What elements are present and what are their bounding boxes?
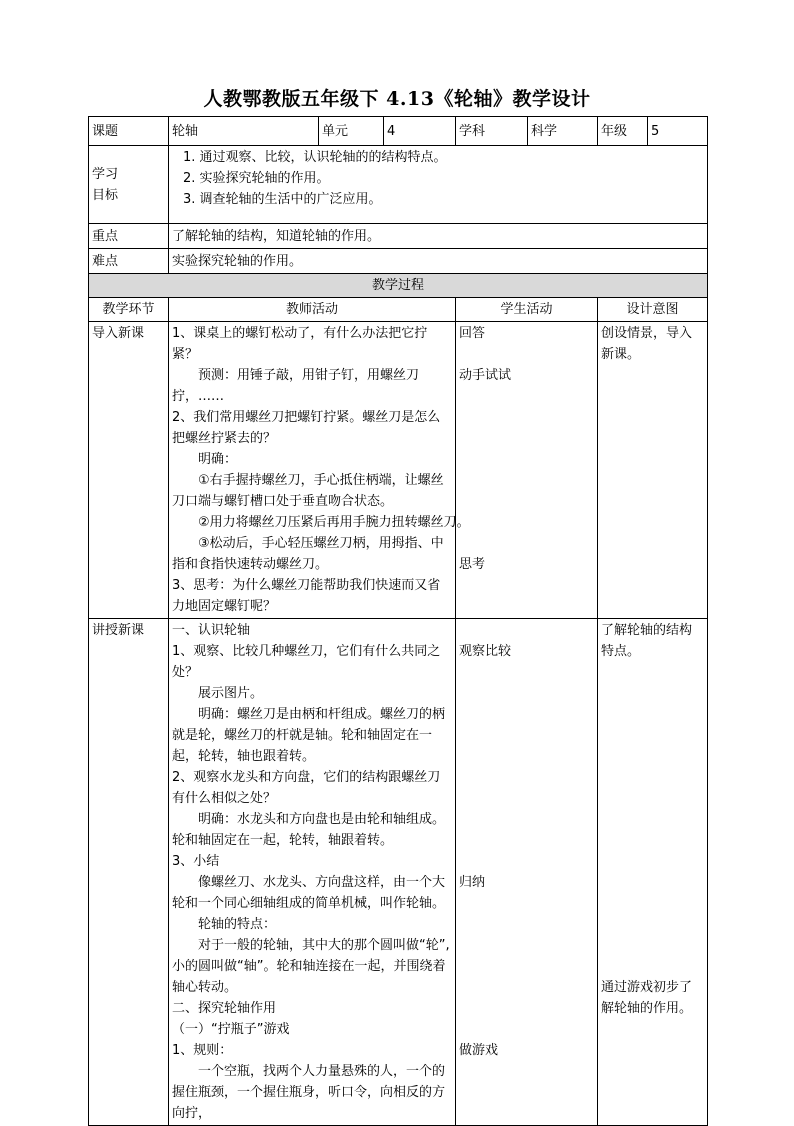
goal-item: 1. 通过观察、比较，认识轮轴的的结构特点。 xyxy=(183,150,447,165)
teacher-line: 像螺丝刀、水龙头、方向盘这样，由一个大轮和一个同心细轴组成的简单机械，叫作轮轴。 xyxy=(172,875,446,911)
section-intro-row xyxy=(89,322,708,619)
teacher-line: 预测：用锤子敲，用钳子钉，用螺丝刀拧，…… xyxy=(172,368,420,404)
page-title: 人教鄂教版五年级下 4.13《轮轴》教学设计 xyxy=(203,88,591,110)
key-point-row xyxy=(89,224,708,249)
teacher-line: 明确：螺丝刀是由柄和杆组成。螺丝刀的柄就是轮，螺丝刀的杆就是轴。轮和轴固定在一起，轮转，轴也跟着转。 xyxy=(172,707,446,764)
goals-label-line2: 目标 xyxy=(92,187,119,203)
teacher-line: 对于一般的轮轴，其中大的那个圆叫做“轮”,小的圆叫做“轴”。轮和轴连接在一起，并围绕着轴心转动。 xyxy=(172,938,450,995)
goals-list xyxy=(169,146,708,224)
teacher-line: 3、小结 xyxy=(172,854,220,869)
teacher-line: 轮轴的特点： xyxy=(198,917,277,932)
student-activity-new xyxy=(456,619,598,1126)
goals-row xyxy=(89,146,708,224)
column-header-row xyxy=(89,298,708,322)
intent-new xyxy=(598,619,708,1126)
process-header: 教学过程 xyxy=(89,274,708,298)
grade-label: 年级 xyxy=(598,117,648,146)
student-line: 回答 xyxy=(459,326,486,341)
col-teacher: 教师活动 xyxy=(169,298,456,322)
teacher-activity-new xyxy=(169,619,456,1126)
goal-item: 3. 调查轮轴的生活中的广泛应用。 xyxy=(183,192,382,207)
teacher-line: 2、我们常用螺丝刀把螺钉拧紧。螺丝刀是怎么把螺丝拧紧去的？ xyxy=(172,410,441,446)
goals-label-line1: 学习 xyxy=(92,166,119,182)
goals-label xyxy=(89,146,169,224)
teacher-line: 明确：水龙头和方向盘也是由轮和轴组成。轮和轴固定在一起，轮转，轴跟着转。 xyxy=(172,812,446,848)
intent-intro: 创设情景，导入新课。 xyxy=(598,322,708,619)
teacher-line: 二、探究轮轴作用 xyxy=(172,1001,277,1016)
teacher-activity-intro xyxy=(169,322,470,619)
process-header-row xyxy=(89,274,708,298)
student-line: 做游戏 xyxy=(459,1043,499,1058)
teacher-line: 2、观察水龙头和方向盘，它们的结构跟螺丝刀有什么相似之处？ xyxy=(172,770,441,806)
goal-item: 2. 实验探究轮轴的作用。 xyxy=(183,171,330,186)
stage-new: 讲授新课 xyxy=(89,619,169,1126)
student-activity-intro xyxy=(456,322,598,619)
key-point-value: 了解轮轴的结构，知道轮轴的作用。 xyxy=(169,224,708,249)
teacher-line: 展示图片。 xyxy=(198,686,264,701)
teacher-line: 明确： xyxy=(198,452,238,467)
teacher-line: 一、认识轮轴 xyxy=(172,623,251,638)
course-label: 课题 xyxy=(89,117,169,146)
unit-value: 4 xyxy=(384,117,456,146)
teacher-line: 一个空瓶，找两个人力量悬殊的人，一个的握住瓶颈，一个握住瓶身，听口令，向相反的方向拧， xyxy=(172,1064,446,1121)
student-line: 动手试试 xyxy=(459,368,512,383)
intent-line: 通过游戏初步了解轮轴的作用。 xyxy=(601,980,693,1016)
grade-value: 5 xyxy=(648,117,708,146)
subject-label: 学科 xyxy=(456,117,528,146)
difficulty-value: 实验探究轮轴的作用。 xyxy=(169,249,708,274)
difficulty-label: 难点 xyxy=(89,249,169,274)
difficulty-row xyxy=(89,249,708,274)
student-line: 归纳 xyxy=(459,875,486,890)
unit-label: 单元 xyxy=(319,117,384,146)
lesson-plan-table xyxy=(88,116,708,1126)
key-point-label: 重点 xyxy=(89,224,169,249)
teacher-line: 1、课桌上的螺钉松动了，有什么办法把它拧紧？ xyxy=(172,326,428,362)
teacher-line: ②用力将螺丝刀压紧后再用手腕力扭转螺丝刀。 xyxy=(198,515,470,530)
col-student: 学生活动 xyxy=(456,298,598,322)
stage-intro: 导入新课 xyxy=(89,322,169,619)
intent-line: 了解轮轴的结构特点。 xyxy=(601,623,693,659)
teacher-line: ①右手握持螺丝刀，手心抵住柄端，让螺丝刀口端与螺钉槽口处于垂直吻合状态。 xyxy=(172,473,444,509)
course-value: 轮轴 xyxy=(169,117,319,146)
student-line: 观察比较 xyxy=(459,644,512,659)
teacher-line: 1、观察、比较几种螺丝刀，它们有什么共同之处？ xyxy=(172,644,441,680)
student-line: 思考 xyxy=(459,557,486,572)
col-intent: 设计意图 xyxy=(598,298,708,322)
teacher-line: 1、规则： xyxy=(172,1043,233,1058)
section-new-row xyxy=(89,619,708,1126)
teacher-line: ③松动后，手心轻压螺丝刀柄，用拇指、中指和食指快速转动螺丝刀。 xyxy=(172,536,444,572)
col-stage: 教学环节 xyxy=(89,298,169,322)
teacher-line: （一）“拧瓶子”游戏 xyxy=(172,1022,290,1037)
teacher-line: 3、思考：为什么螺丝刀能帮助我们快速而又省力地固定螺钉呢？ xyxy=(172,578,441,614)
subject-value: 科学 xyxy=(528,117,598,146)
info-row xyxy=(89,117,708,146)
